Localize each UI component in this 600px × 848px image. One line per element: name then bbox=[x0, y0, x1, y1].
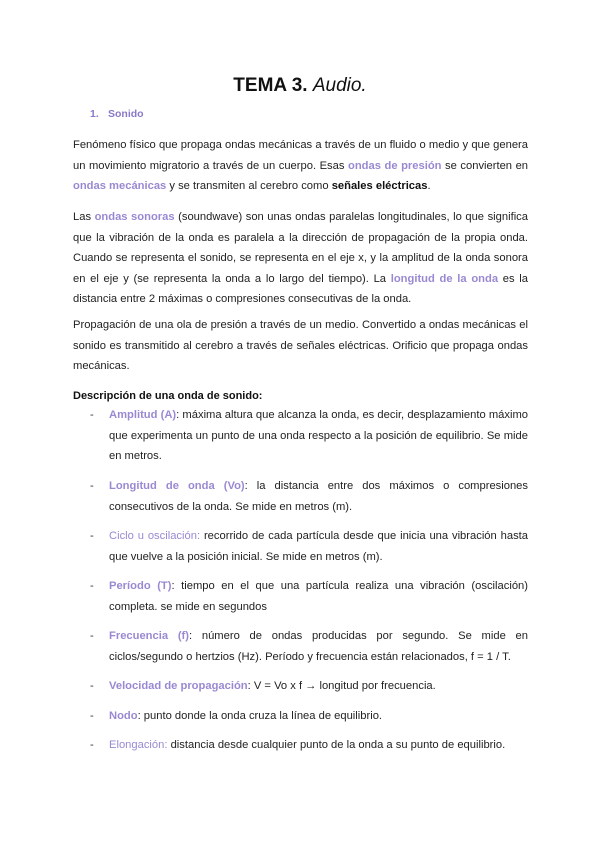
highlight-ondas-mecanicas: ondas mecánicas bbox=[73, 180, 167, 193]
para1-text-3: y se transmiten al cerebro como bbox=[166, 180, 332, 193]
list-dash: - bbox=[90, 530, 94, 542]
para3-text: Propagación de una ola de presión a través de un medio. Convertido a ondas mecánicas el sonido es transmitido al cerebro a través de señales eléctricas. Orificio que propaga ondas mecánicas. bbox=[73, 319, 528, 373]
term-elongacion: Elongación: bbox=[109, 739, 168, 751]
list-dash: - bbox=[90, 630, 94, 642]
term-frecuencia: Frecuencia (f) bbox=[109, 630, 189, 642]
definition-nodo: : punto donde la onda cruza la línea de equilibrio. bbox=[137, 710, 383, 722]
list-dash: - bbox=[90, 480, 94, 492]
list-dash: - bbox=[90, 739, 94, 751]
paragraph-1 bbox=[73, 135, 528, 197]
definition-periodo: : tiempo en el que una partícula realiza una vibración (oscilación) completa. se mide en segundos bbox=[109, 580, 528, 613]
highlight-longitud-de-la-onda: longitud de la onda bbox=[390, 272, 499, 285]
title-italic: Audio. bbox=[312, 75, 367, 96]
section-number: 1. bbox=[90, 108, 99, 120]
definition-ciclo: recorrido de cada partícula desde que inicia una vibración hasta que vuelve a la posición inicial. Se mide en metros (m). bbox=[109, 530, 528, 563]
definition-elongacion: distancia desde cualquier punto de la onda a su punto de equilibrio. bbox=[167, 739, 506, 751]
term-nodo: Nodo bbox=[109, 710, 138, 722]
paragraph-2 bbox=[73, 207, 528, 310]
list-dash: - bbox=[90, 409, 94, 421]
page-title bbox=[0, 73, 600, 99]
definition-velocidad: : V = Vo x f → longitud por frecuencia. bbox=[247, 680, 436, 692]
list-dash: - bbox=[90, 680, 94, 692]
definition-amplitud: : máxima altura que alcanza la onda, es decir, desplazamiento máximo que experimenta un punto de una onda respecto a la posición de equilibrio. Se mide en metros. bbox=[109, 409, 529, 463]
definition-frecuencia: : número de ondas producidas por segundo. Se mide en ciclos/segundo o hertzios (Hz). Período y frecuencia están relacionados, f = 1 / T. bbox=[109, 630, 528, 663]
para2-text-2: (soundwave) son unas ondas paralelas longitudinales, lo que significa que la vibración de la onda es paralela a la dirección de propagación de la propia onda. Cuando se representa el sonido, se representa en el eje x, y la amplitud de la onda sonora en el eje y (se representa la onda a lo largo del tiempo). La bbox=[73, 211, 528, 285]
term-amplitud: Amplitud (A) bbox=[109, 409, 177, 421]
term-ciclo: Ciclo u oscilación: bbox=[109, 530, 201, 542]
para2-text-3: es la distancia entre 2 máximas o compresiones consecutivas de la onda. bbox=[73, 272, 529, 306]
term-velocidad: Velocidad de propagación bbox=[109, 680, 248, 692]
para1-text-2: se convierten en bbox=[441, 159, 529, 172]
list-dash: - bbox=[90, 710, 94, 722]
list-dash: - bbox=[90, 580, 94, 592]
section-heading-sonido bbox=[90, 105, 144, 123]
bold-senales-electricas: señales eléctricas bbox=[331, 180, 428, 193]
description-heading: Descripción de una onda de sonido: bbox=[73, 390, 263, 402]
term-periodo: Período (T) bbox=[109, 580, 172, 592]
paragraph-3 bbox=[73, 315, 528, 377]
highlight-ondas-sonoras: ondas sonoras bbox=[94, 211, 175, 223]
term-longitud-de-onda: Longitud de onda (Vo) bbox=[109, 480, 245, 492]
title-bold: TEMA 3. bbox=[233, 75, 308, 96]
para1-text-4: . bbox=[427, 180, 431, 193]
highlight-ondas-de-presion: ondas de presión bbox=[348, 159, 442, 172]
para2-text-1: Las bbox=[73, 211, 95, 223]
definition-longitud-de-onda: : la distancia entre dos máximos o compresiones consecutivos de la onda. Se mide en metros (m). bbox=[109, 480, 529, 513]
section-label: Sonido bbox=[108, 108, 144, 120]
para1-text-1: Fenómeno físico que propaga ondas mecánicas a través de un fluido o medio y que genera un movimiento migratorio a través de un cuerpo. Esas bbox=[73, 139, 528, 172]
